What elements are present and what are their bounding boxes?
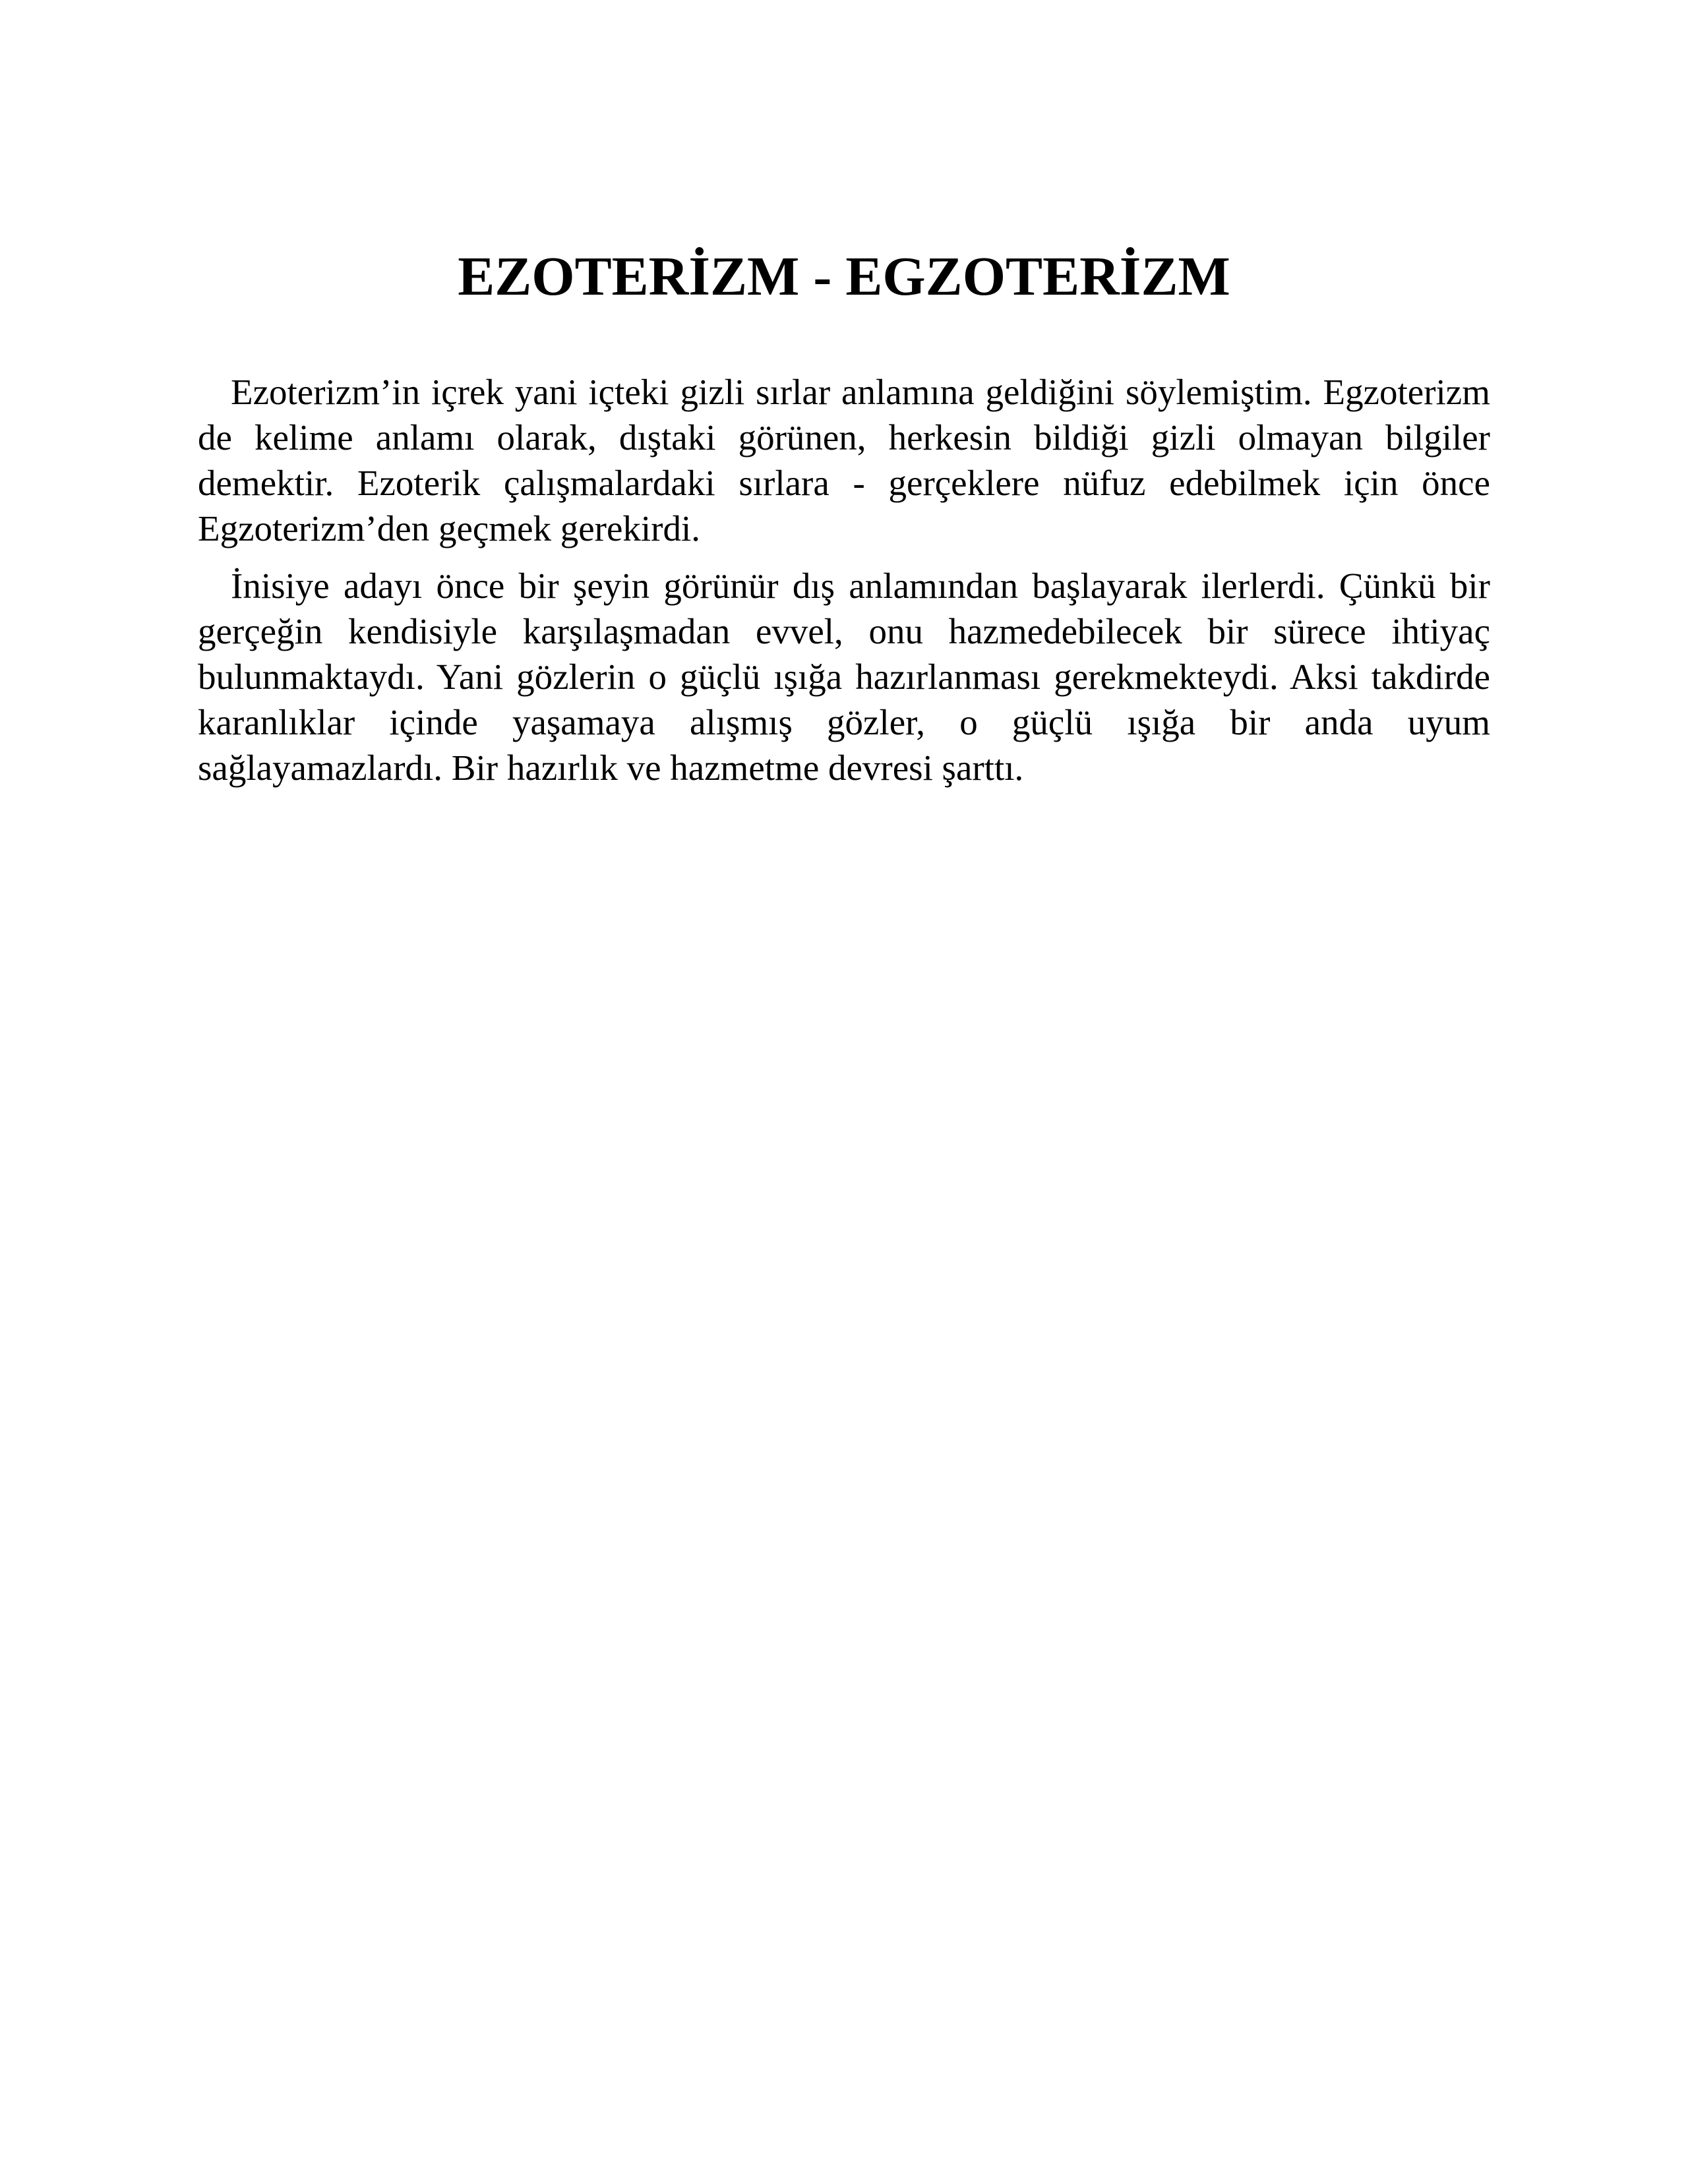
paragraph-2: İnisiye adayı önce bir şeyin görünür dış anlamından başlayarak ilerlerdi. Çünkü bir gerçeğin kendisiyle karşılaşmadan evvel, onu hazmedebilecek bir sürece ihtiyaç bulunmaktaydı. Yani gözlerin o güçlü ışığa hazırlanması gerekmekteydi. Aksi takdirde karanlıklar içinde yaşamaya alışmış gözler, o güçlü ışığa bir anda uyum sağlayamazlardı. Bir hazırlık ve hazmetme devresi şarttı. — [198, 566, 1490, 788]
paragraph-1: Ezoterizm’in içrek yani içteki gizli sırlar anlamına geldiğini söylemiştim. Egzoterizm de kelime anlamı olarak, dıştaki görünen, herkesin bildiği gizli olmayan bilgiler demektir. Ezoterik çalışmalardaki sırlara - gerçeklere nüfuz edebilmek için önce Egzoterizm’den geçmek gerekirdi. — [198, 372, 1490, 548]
page-content — [198, 237, 1490, 802]
page-title: EZOTERİZM - EGZOTERİZM — [458, 246, 1230, 307]
